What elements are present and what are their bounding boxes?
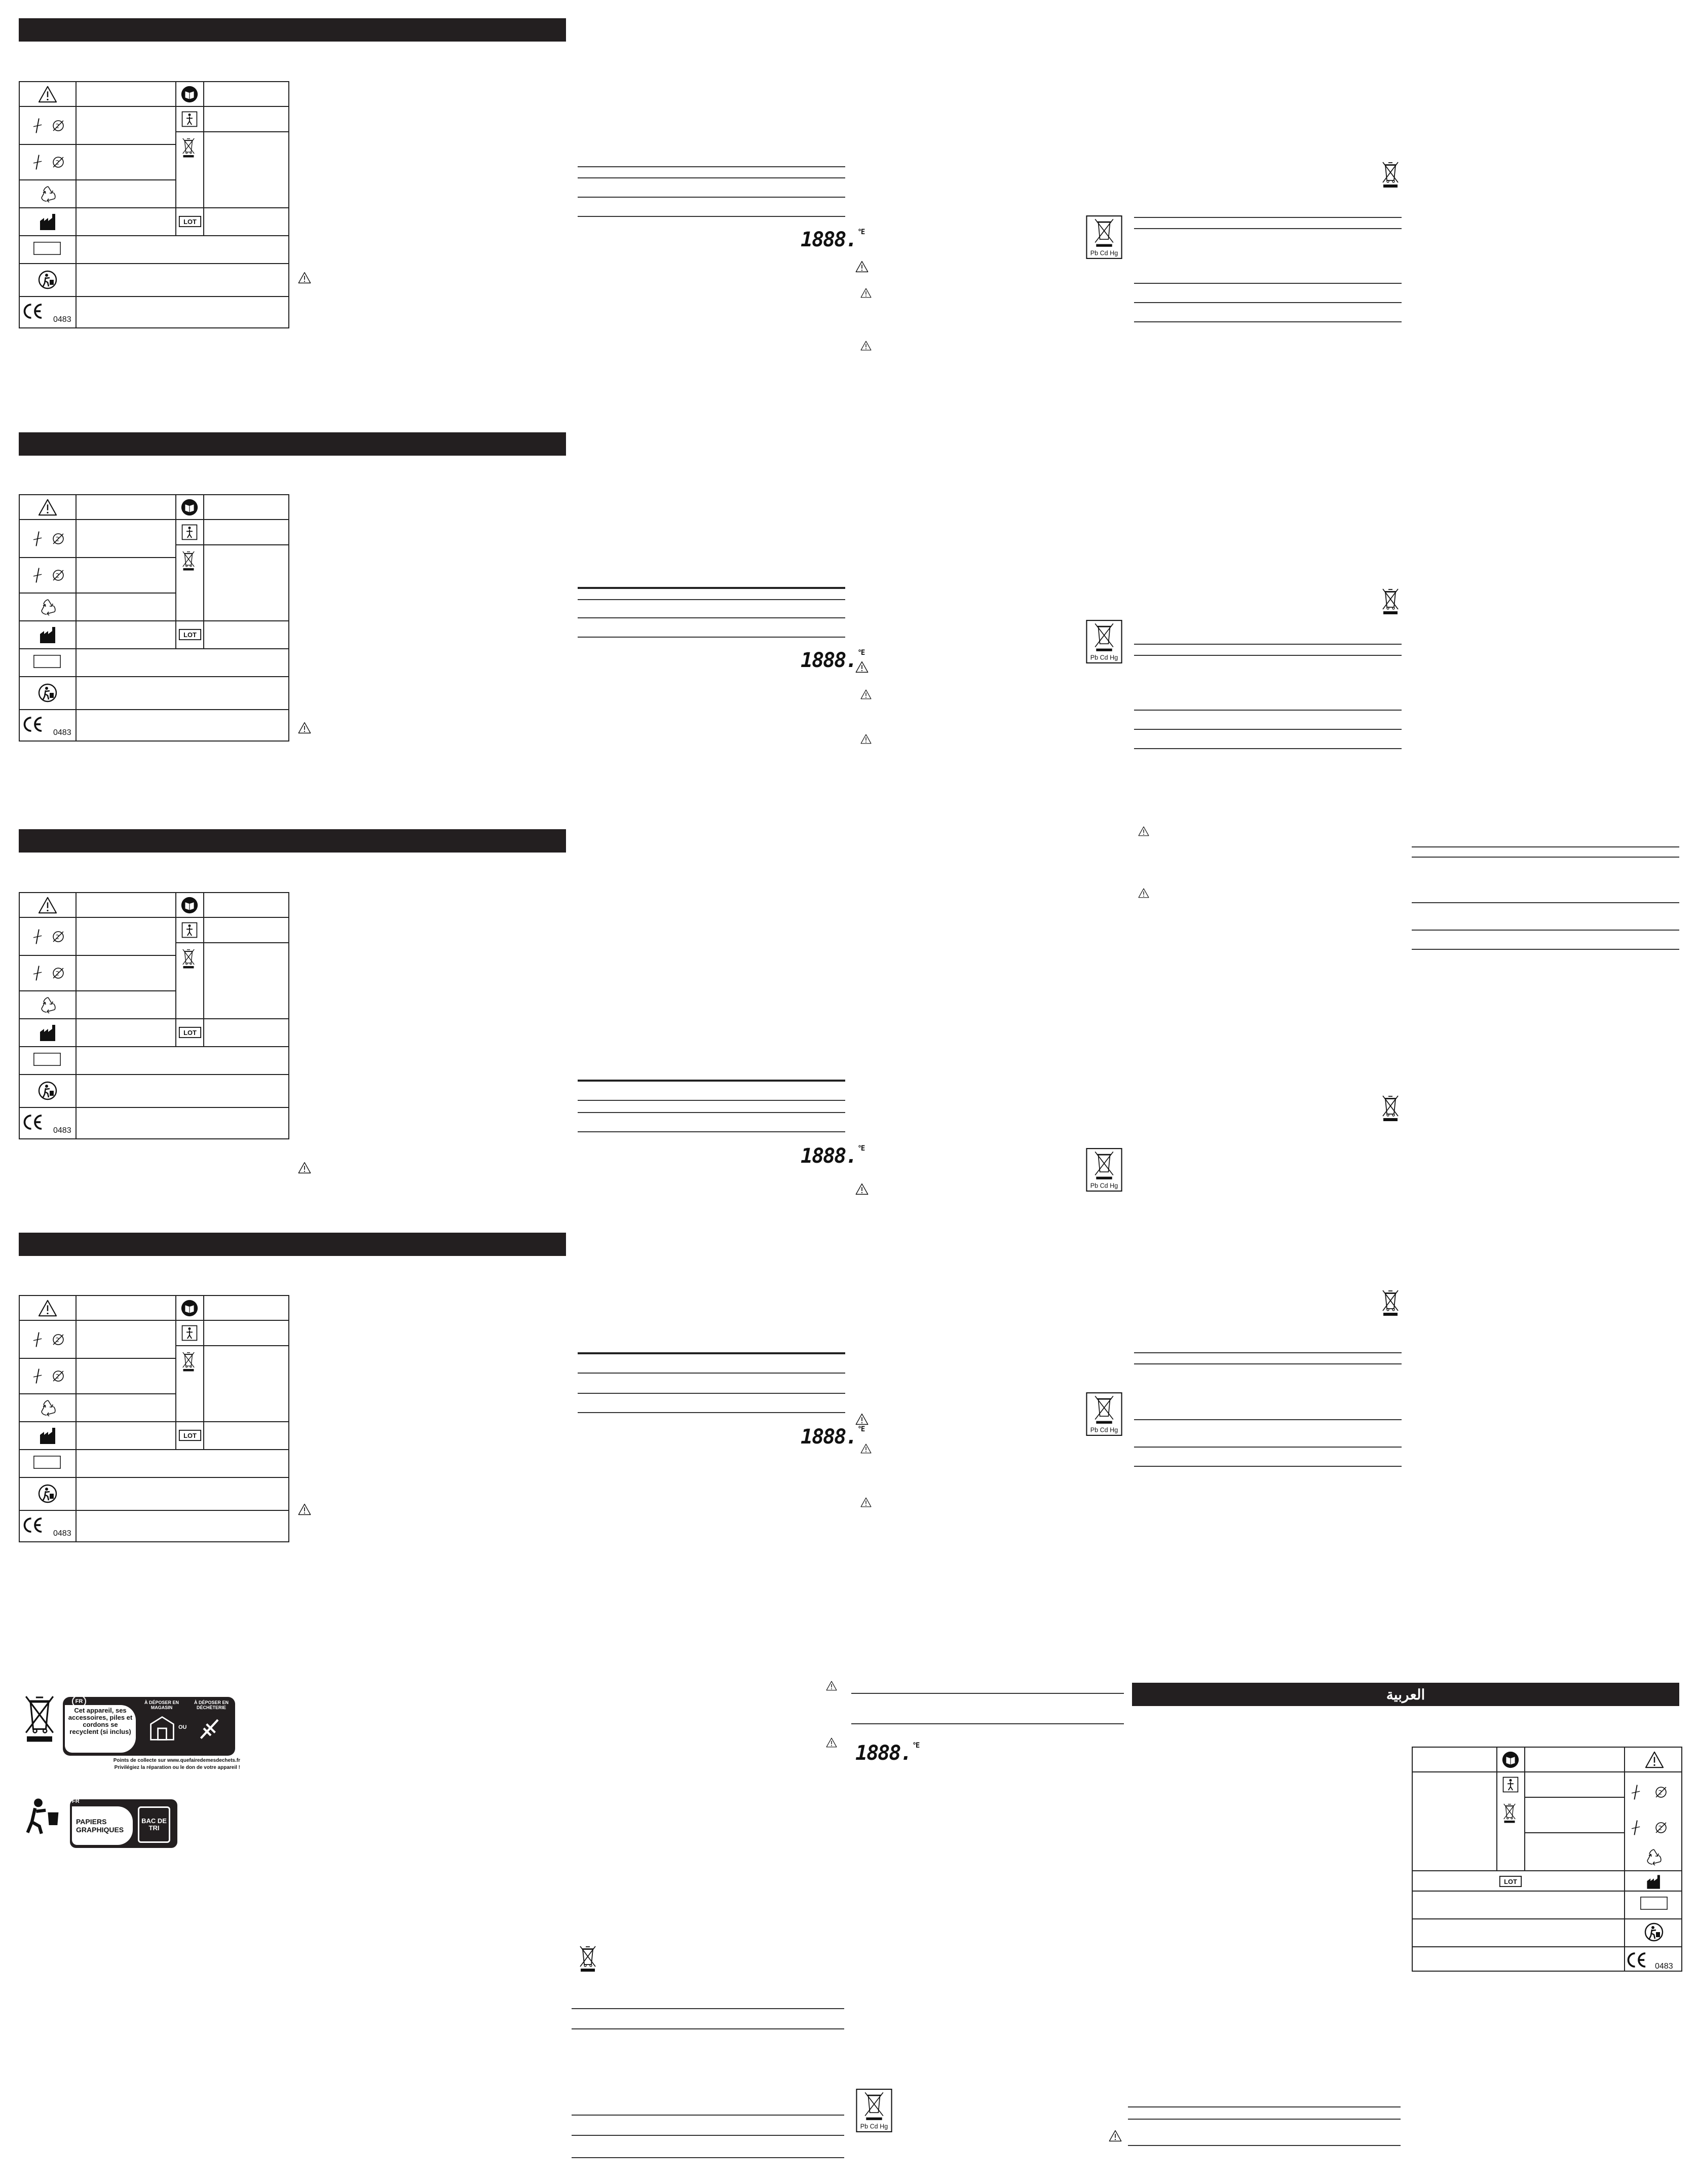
warning-icon (855, 661, 869, 673)
warning-icon (860, 1443, 872, 1454)
ce-number: 0483 (53, 315, 71, 324)
display-readout: 1888. $^{^\circ E}$ (801, 1144, 864, 1168)
fr-footer-2: Privilégiez la réparation ou le don de votre appareil ! (114, 1765, 240, 1770)
weee-bin-icon (1380, 586, 1401, 616)
ou-label: OU (178, 1724, 187, 1730)
warning-icon (298, 722, 311, 734)
warning-icon (826, 1737, 837, 1748)
warning-icon (1109, 2130, 1122, 2142)
section-header-4 (19, 1233, 566, 1256)
fr-tag: FR (72, 1697, 86, 1708)
symbol-table (19, 494, 290, 743)
weee-bin-icon (1380, 1287, 1401, 1318)
warning-icon (298, 1162, 311, 1174)
dechetterie-icon (196, 1714, 226, 1743)
warning-icon (855, 261, 869, 273)
display-readout: 1888. $^{^\circ E}$ (801, 649, 864, 672)
weee-bin-icon (578, 1943, 598, 1974)
battery-disposal-icon (1085, 619, 1123, 664)
warning-icon (1138, 826, 1149, 836)
section-header-2 (19, 432, 566, 456)
fr-footer-1: Points de collecte sur www.quefairedemesdechets.fr (113, 1758, 240, 1763)
paper-badge (70, 1799, 177, 1848)
ce-number: 0483 (1655, 1962, 1673, 1971)
symbol-table (19, 81, 290, 329)
section-header-arabic: العربية (1132, 1683, 1679, 1706)
battery-disposal-icon (1085, 215, 1123, 260)
symbol-table (19, 892, 290, 1140)
symbol-table-arabic (1412, 1747, 1683, 1972)
battery-disposal-icon (1085, 1147, 1123, 1192)
battery-disposal-icon (855, 2088, 893, 2133)
weee-bin-icon (1380, 1093, 1401, 1123)
section-header-1 (19, 18, 566, 42)
paper-recycle-icon (22, 1793, 65, 1836)
warning-icon (860, 288, 872, 298)
warning-icon (860, 1497, 872, 1507)
ce-number: 0483 (53, 1126, 71, 1135)
paper-text: PAPIERS GRAPHIQUES (72, 1806, 133, 1845)
store-icon (148, 1714, 176, 1743)
fr-recycling-badge (63, 1697, 235, 1756)
section-header-3 (19, 829, 566, 853)
warning-icon (826, 1681, 837, 1691)
warning-icon (855, 1413, 869, 1425)
warning-icon (855, 1183, 869, 1195)
store-label: À DÉPOSER EN MAGASIN (144, 1700, 179, 1710)
display-readout: 1888. $^{^\circ E}$ (855, 1742, 919, 1765)
warning-icon (298, 272, 311, 284)
symbol-table (19, 1295, 290, 1543)
dechetterie-label: À DÉPOSER EN DÉCHÈTERIE (194, 1700, 229, 1710)
warning-icon (298, 1503, 311, 1515)
ce-number: 0483 (53, 1529, 71, 1538)
warning-icon (860, 734, 872, 744)
display-readout: 1888. $^{^\circ E}$ (801, 228, 864, 251)
warning-icon (860, 689, 872, 699)
warning-icon (1138, 888, 1149, 898)
fr-tag: FR (72, 1799, 80, 1804)
display-readout: 1888. $^{^\circ E}$ (801, 1425, 864, 1449)
ce-number: 0483 (53, 728, 71, 737)
bac-de-tri: BAC DE TRI (138, 1806, 170, 1843)
fr-badge-text: Cet appareil, ses accessoires, piles et cordons se recyclent (si inclus) (65, 1705, 136, 1753)
weee-bin-icon (1380, 159, 1401, 190)
warning-icon (860, 341, 872, 351)
battery-disposal-icon (1085, 1392, 1123, 1436)
weee-bin-icon (19, 1693, 60, 1744)
